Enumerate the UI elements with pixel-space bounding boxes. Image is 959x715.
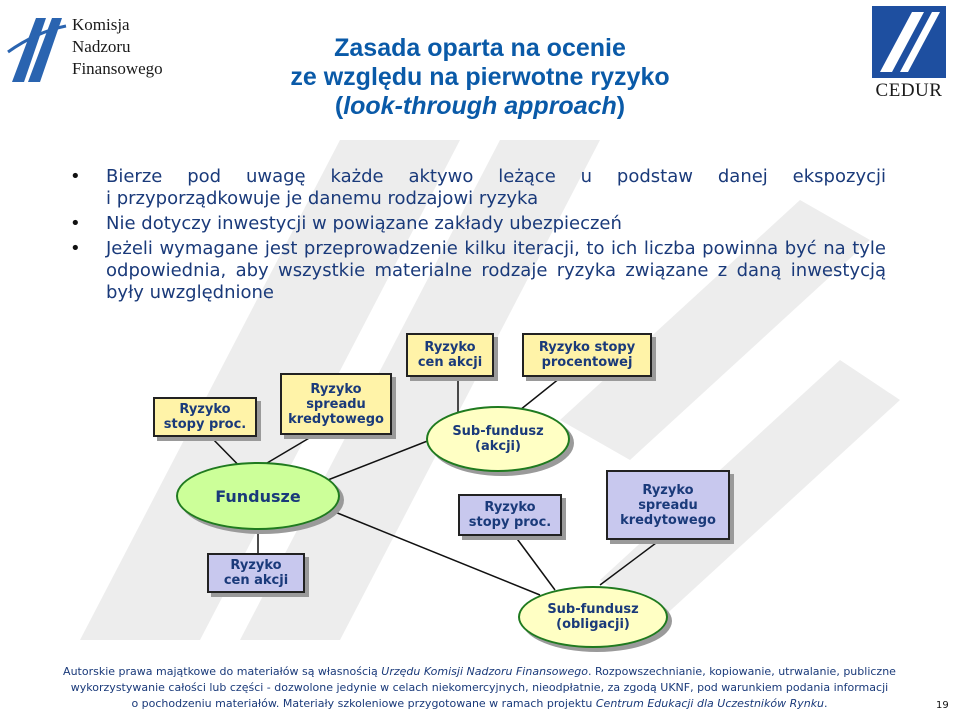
copyright-footer: [0, 664, 959, 712]
fundusze-label: Fundusze: [215, 486, 301, 506]
connector-subobligacji-spread: [600, 540, 660, 585]
ryzyko-cen-akcji-top-label: Ryzyko cen akcji: [417, 340, 483, 370]
title-line3-close: ): [616, 92, 626, 120]
ryzyko-stopy-procentowej-box: [522, 333, 652, 377]
title-line2: ze względu na pierwotne ryzyko: [290, 63, 670, 91]
ryzyko-spreadu-right-label: Ryzyko spreadu kredytowego: [620, 482, 716, 528]
footer-line3-c: .: [824, 697, 828, 710]
connector-fundusze-spread: [262, 434, 316, 466]
sub-fundusz-akcji-ellipse: [426, 406, 570, 472]
bullet-1-line1: Bierze pod uwagę każde aktywo leżące u podstaw danej ekspozycji: [106, 166, 886, 187]
title-line3-open: (: [334, 92, 344, 120]
title-line1: Zasada oparta na ocenie: [334, 34, 626, 62]
footer-line3-a: o pochodzeniu materiałów. Materiały szkoleniowe przygotowane w ramach projektu: [131, 697, 596, 710]
sub-fundusz-obligacji-label: Sub-fundusz (obligacji): [547, 602, 639, 632]
title-line3-italic: look-through approach: [343, 92, 617, 120]
footer-line2: wykorzystywanie całości lub części - dozwolone jedynie w celach niekomercyjnych, nieodpłatnie, za zgodą UKNF, pod warunkiem podania informacji: [70, 681, 889, 694]
bullet-1-line2: i przyporządkowuje je danemu rodzajowi ryzyka: [106, 188, 539, 209]
ryzyko-cen-akcji-bottom-box: [207, 553, 305, 593]
knf-logo-line2: Nadzoru: [72, 37, 131, 56]
page-number: 19: [936, 700, 949, 711]
footer-line1-b: Urzędu Komisji Nadzoru Finansowego: [381, 665, 588, 678]
knf-logo-line1: Komisja: [72, 15, 130, 34]
ryzyko-stopy-procentowej-label: Ryzyko stopy procentowej: [538, 340, 636, 370]
ryzyko-cen-akcji-top-box: [406, 333, 494, 377]
ryzyko-spreadu-left-label: Ryzyko spreadu kredytowego: [288, 381, 384, 427]
connector-subobligacji-stopy: [512, 532, 555, 590]
ryzyko-stopy-proc-right-label: Ryzyko stopy proc.: [468, 500, 552, 530]
ryzyko-spreadu-right-box: [606, 470, 730, 540]
footer-line1-c: . Rozpowszechnianie, kopiowanie, utrwalanie, publiczne: [587, 665, 896, 678]
ryzyko-stopy-proc-left-box: [153, 397, 257, 437]
fundusze-ellipse: [176, 462, 340, 530]
sub-fundusz-obligacji-ellipse: [518, 586, 668, 648]
ryzyko-cen-akcji-bottom-label: Ryzyko cen akcji: [223, 558, 289, 588]
bullet-item-2: • Nie dotyczy inwestycji w powiązane zakłady ubezpieczeń: [68, 213, 886, 235]
cedur-logo-text: CEDUR: [875, 80, 943, 101]
knf-logo-line3: Finansowego: [72, 59, 163, 78]
ryzyko-stopy-proc-left-label: Ryzyko stopy proc.: [163, 402, 247, 432]
footer-line3-b: Centrum Edukacji dla Uczestników Rynku: [595, 697, 825, 710]
ryzyko-stopy-proc-right-box: [458, 494, 562, 536]
ryzyko-spreadu-left-box: [280, 373, 392, 435]
footer-line1: [0, 664, 959, 680]
footer-line3: [0, 696, 959, 712]
bullet-item-3: • Jeżeli wymagane jest przeprowadzenie kilku iteracji, to ich liczba powinna być na tyle odpowiednia, aby wszystkie materialne rodzaje ryzyka związane z daną inwestycją były uwzględnione: [68, 238, 886, 304]
connector-fundusze-subakcji: [315, 440, 430, 485]
sub-fundusz-akcji-label: Sub-fundusz (akcji): [452, 424, 544, 454]
footer-line1-a: Autorskie prawa majątkowe do materiałów są własnością: [63, 665, 382, 678]
